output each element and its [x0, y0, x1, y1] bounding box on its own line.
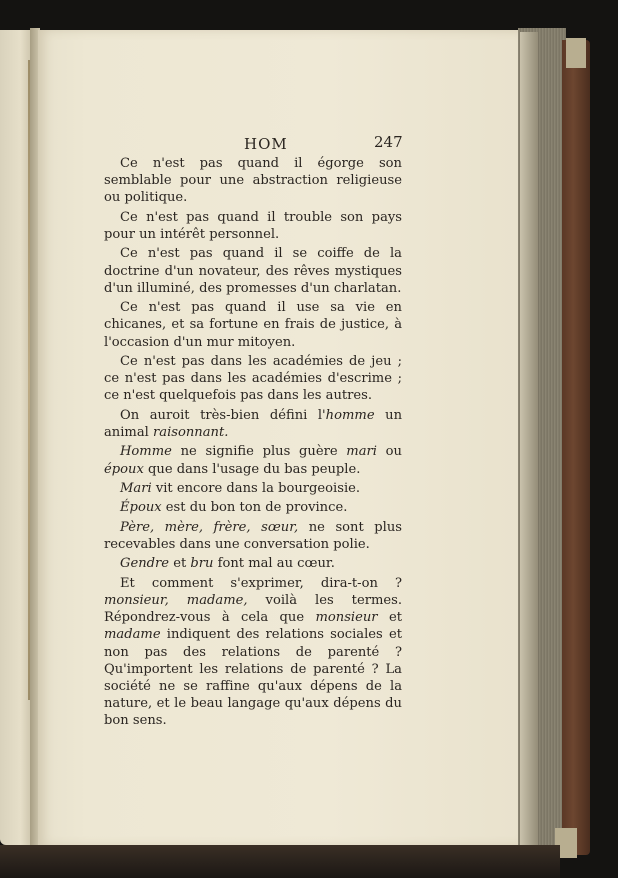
- body-text: [104, 155, 402, 732]
- running-head: HOM: [244, 135, 288, 153]
- italic-term: Père, mère, frère, sœur,: [120, 519, 299, 535]
- text-run: et: [377, 610, 402, 626]
- text-run: vit encore dans la bourgeoisie.: [151, 480, 361, 496]
- paragraph: [104, 499, 402, 516]
- italic-term: Gendre: [120, 556, 170, 572]
- italic-term: bru: [190, 556, 214, 572]
- paragraph: [104, 480, 402, 497]
- paragraph: [104, 519, 402, 553]
- text-run: voilà les termes. Répondrez-vous à cela que: [104, 592, 402, 626]
- text-run: font mal au cœur.: [213, 556, 335, 572]
- italic-term: mari: [346, 444, 377, 460]
- book-cover: [562, 40, 590, 855]
- paragraph: [104, 575, 402, 730]
- bottom-shadow: [0, 845, 560, 878]
- paragraph: [104, 443, 402, 477]
- text-run: un animal: [104, 407, 402, 440]
- paragraph: [104, 555, 402, 572]
- text-run: est du bon ton de province.: [161, 500, 348, 516]
- paragraph: Ce n'est pas quand il se coiffe de la doctrine d'un novateur, des rêves mystiques d'un illuminé, des promesses d'un charlatan.: [104, 246, 402, 296]
- text-run: que dans l'usage du bas peuple.: [143, 461, 361, 477]
- text-run: On auroit très-bien défini l': [120, 407, 326, 423]
- italic-term: époux: [104, 461, 144, 477]
- italic-term: madame: [104, 627, 161, 643]
- paragraph: Ce n'est pas quand il trouble son pays pour un intérêt personnel.: [104, 209, 402, 242]
- paragraph: [104, 407, 402, 441]
- text-run: ne signifie plus guère: [171, 444, 347, 460]
- italic-term: Mari: [120, 480, 152, 496]
- italic-term: homme: [325, 407, 375, 423]
- page-number: 247: [374, 133, 403, 151]
- italic-term: monsieur: [315, 610, 378, 626]
- paragraph: Ce n'est pas quand il égorge son semblable pour une abstraction religieuse ou politique.: [104, 156, 402, 206]
- text-run: ne sont plus recevables dans une conversation polie.: [104, 519, 402, 552]
- paragraph: Ce n'est pas dans les académies de jeu ; ce n'est pas dans les académies d'escrime ; ce n'est quelquefois pas dans les autres.: [104, 353, 402, 404]
- text-run: indiquent des relations sociales et non pas des relations de parenté ? Qu'importent les relations de parenté ? La société ne se raffine qu'aux dépens de la nature, et le beau langage qu'aux dépens du bon sens.: [104, 627, 402, 729]
- paragraph: Ce n'est pas quand il use sa vie en chicanes, et sa fortune en frais de justice, à l'occasion d'un mur mitoyen.: [104, 300, 402, 350]
- italic-term: raisonnant.: [153, 424, 229, 440]
- italic-term: Époux: [120, 500, 162, 516]
- cover-corner-top: [566, 38, 586, 68]
- text-run: et: [169, 556, 191, 572]
- italic-term: Homme: [120, 444, 172, 460]
- page-edges-light: [520, 32, 538, 852]
- text-run: ou: [376, 444, 402, 460]
- italic-term: monsieur, madame,: [104, 592, 248, 608]
- text-run: Et comment s'exprimer, dira-t-on ?: [120, 575, 402, 591]
